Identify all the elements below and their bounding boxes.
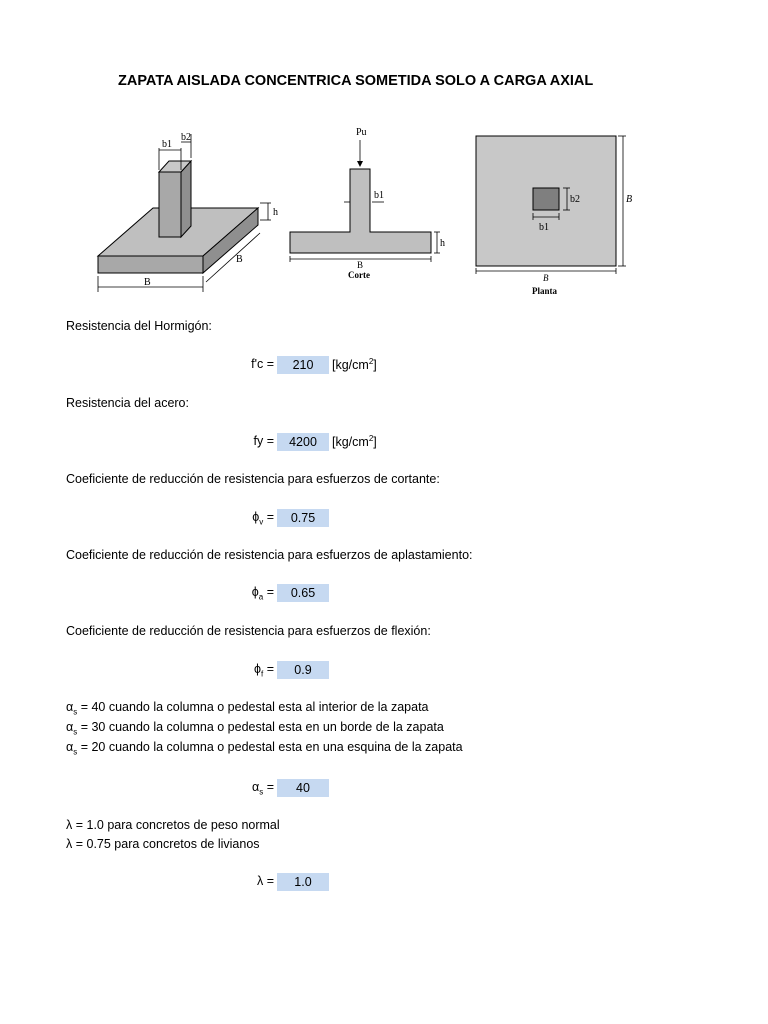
lambda-note: λ = 0.75 para concretos de livianos	[66, 837, 260, 851]
alphas-note: $\alpha_s = 30$ cuando la columna o pedestal esta en un borde de la zapata	[66, 720, 444, 737]
phia-value-cell[interactable]: 0.65	[277, 584, 329, 602]
lambda-note: λ = 1.0 para concretos de peso normal	[66, 818, 280, 832]
section-b1-label: b1	[374, 190, 384, 201]
plan-caption: Planta	[532, 286, 558, 296]
footing-diagram	[88, 120, 648, 300]
fc-value-cell[interactable]: 210	[277, 356, 329, 374]
lambda-symbol: λ =	[256, 874, 274, 888]
isometric-view	[98, 132, 278, 292]
dim-b2-label: b2	[181, 132, 191, 143]
alphas-note: $\alpha_s = 40$ cuando la columna o pedestal esta al interior de la zapata	[66, 700, 429, 717]
fy-unit: $[kg/cm^2]$	[332, 434, 377, 450]
dim-h-label: h	[273, 207, 278, 218]
plan-B-bottom-label: B	[543, 273, 549, 283]
phif-symbol: $\phi_f$ =	[253, 662, 274, 679]
page-title: ZAPATA AISLADA CONCENTRICA SOMETIDA SOLO A CARGA AXIAL	[118, 73, 594, 89]
plan-view	[476, 136, 632, 296]
load-pu-label: Pu	[356, 127, 367, 138]
fy-heading: Resistencia del acero:	[66, 396, 189, 410]
plan-B-side-label: B	[626, 194, 633, 205]
lambda-value-cell[interactable]: 1.0	[277, 873, 329, 891]
phia-heading: Coeficiente de reducción de resistencia para esfuerzos de aplastamiento:	[66, 548, 473, 562]
plan-b2-label: b2	[570, 194, 580, 205]
section-caption: Corte	[348, 270, 370, 280]
alphas-note: $\alpha_s = 20$ cuando la columna o pedestal esta en una esquina de la zapata	[66, 740, 463, 757]
dim-B-side-label: B	[236, 254, 243, 265]
dim-B-front-label: B	[144, 277, 151, 288]
plan-b1-label: b1	[539, 222, 549, 233]
fc-unit: $[kg/cm^2]$	[332, 357, 377, 373]
fy-symbol: fy =	[253, 434, 274, 448]
alphas-symbol: $\alpha_s$ =	[251, 780, 274, 797]
fc-symbol: f'c =	[251, 357, 274, 371]
fy-value-cell[interactable]: 4200	[277, 433, 329, 451]
phif-value-cell[interactable]: 0.9	[277, 661, 329, 679]
alphas-value-cell[interactable]: 40	[277, 779, 329, 797]
phiv-heading: Coeficiente de reducción de resistencia para esfuerzos de cortante:	[66, 472, 440, 486]
phiv-value-cell[interactable]: 0.75	[277, 509, 329, 527]
phiv-symbol: $\phi_v$ =	[252, 510, 274, 527]
section-B-label: B	[357, 260, 364, 270]
dim-b1-label: b1	[162, 139, 172, 150]
fc-heading: Resistencia del Hormigón:	[66, 319, 212, 333]
phif-heading: Coeficiente de reducción de resistencia para esfuerzos de flexión:	[66, 624, 431, 638]
section-h-label: h	[440, 238, 445, 249]
phia-symbol: $\phi_a$ =	[251, 585, 274, 602]
section-view	[290, 127, 445, 280]
